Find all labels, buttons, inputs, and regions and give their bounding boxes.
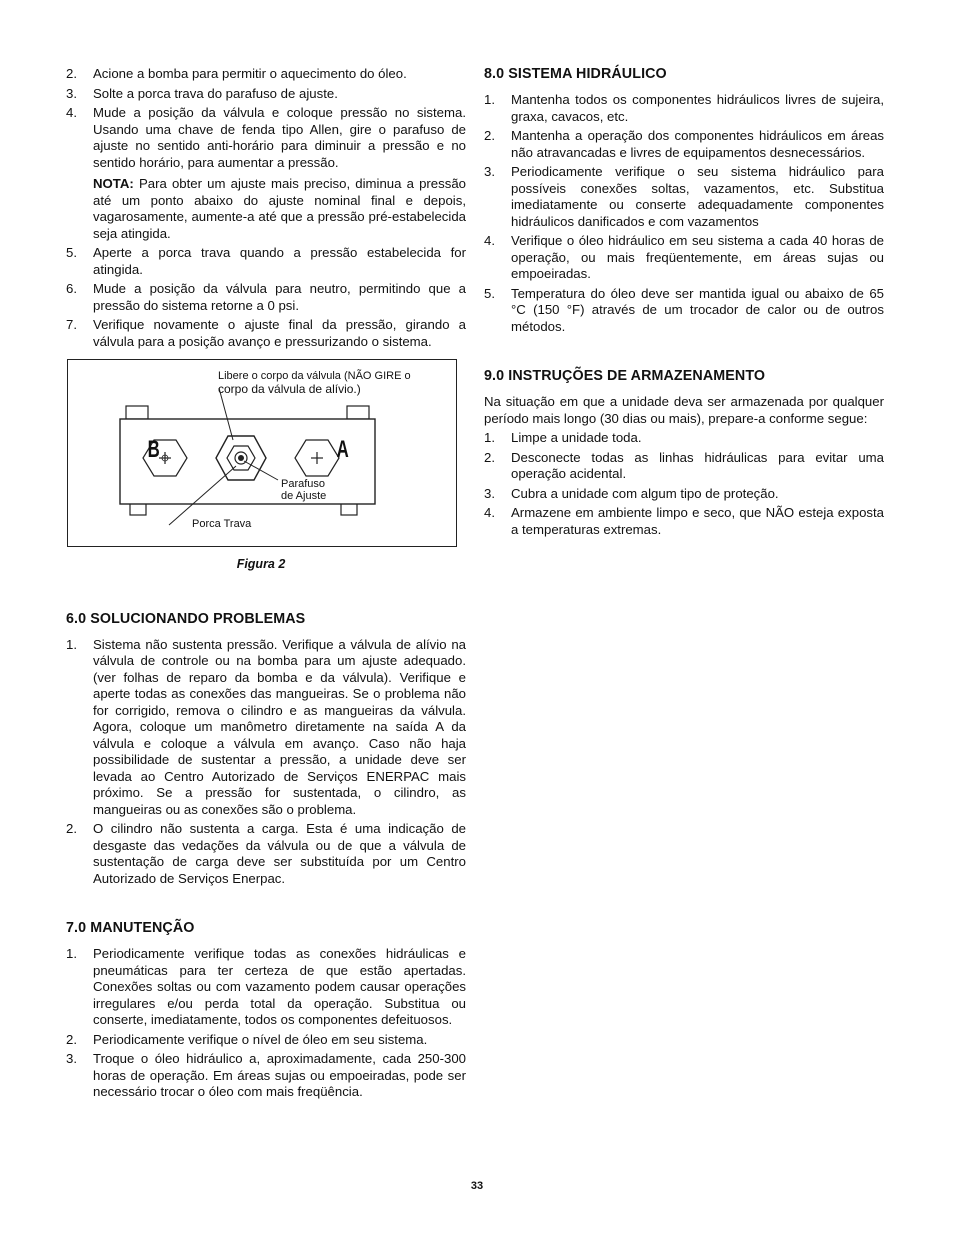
list-item: 2. Acione a bomba para permitir o aquecimento do óleo. <box>66 66 407 81</box>
list-item: 2. O cilindro não sustenta a carga. Esta é uma indicação de desgaste das vedações da válvula ou de que a válvula de sustentação de carga deve ser substituída por um Centro Autorizado de Serviços Enerpac. <box>66 821 466 886</box>
list-item: 4. Armazene em ambiente limpo e seco, que NÃO esteja exposta a temperaturas extremas. <box>484 505 884 537</box>
note-paragraph <box>66 176 466 242</box>
list-item: 3. Periodicamente verifique o seu sistema hidráulico para possíveis conexões soltas, vazamentos, etc. Substitua imediatamente ou conserte adequadamente componentes hidráulicos danificados e com vazamentos <box>484 164 884 229</box>
mount-tab-left-top <box>126 406 148 419</box>
list-item: 4. Verifique o óleo hidráulico em seu sistema a cada 40 horas de operação, ou mais freqüentemente, em áreas sujas ou empoeiradas. <box>484 233 884 281</box>
list-item: 6. Mude a posição da válvula para neutro, permitindo que a pressão do sistema retorne a 0 psi. <box>66 281 466 313</box>
label-locknut: Porca Trava <box>192 518 252 530</box>
list-item: 1. Limpe a unidade toda. <box>484 430 642 445</box>
hydraulic-system-list <box>484 92 884 335</box>
list-item: 2. Mantenha a operação dos componentes hidráulicos em áreas não atravancadas e livres de equipamentos desnecessários. <box>484 128 884 160</box>
list-item: 5. Aperte a porca trava quando a pressão estabelecida for atingida. <box>66 245 466 277</box>
figure-caption: Figura 2 <box>236 557 286 571</box>
section-7-title: 7.0 MANUTENÇÃO <box>66 920 195 936</box>
section-9-title: 9.0 INSTRUÇÕES DE ARMAZENAMENTO <box>484 368 766 384</box>
list-item: 3. Troque o óleo hidráulico a, aproximadamente, cada 250-300 horas de operação. Em áreas sujas ou empoeiradas, pode ser necessário trocar o óleo com mais freqüência. <box>66 1051 466 1099</box>
mount-tab-left-bottom <box>130 503 146 515</box>
left-column <box>66 66 466 1104</box>
list-item: 3. Solte a porca trava do parafuso de ajuste. <box>66 85 338 101</box>
port-a-label: A <box>336 436 349 463</box>
port-b-label: B <box>147 436 160 463</box>
list-item: 2. Periodicamente verifique o nível de óleo em seu sistema. <box>66 1031 428 1047</box>
label-relief: Libere o corpo da válvula (NÃO GIRE o corpo da válvula de alívio.) <box>218 370 411 396</box>
list-item: 1. Mantenha todos os componentes hidráulicos livres de sujeira, graxa, cavacos, etc. <box>484 92 884 124</box>
mount-tab-right-bottom <box>341 503 357 515</box>
valve-figure <box>67 359 457 547</box>
mount-tab-right-top <box>347 406 369 419</box>
maintenance-list <box>66 946 466 1101</box>
right-column <box>484 66 884 541</box>
section-6-title: 6.0 SOLUCIONANDO PROBLEMAS <box>66 610 306 627</box>
label-adjust-screw: Parafuso de Ajuste <box>281 478 327 502</box>
storage-intro: Na situação em que a unidade deva ser armazenada por qualquer período mais longo (30 dias ou mais), prepare-a conforme segue: <box>484 394 884 426</box>
storage-list <box>484 430 884 538</box>
list-item: 1. Periodicamente verifique todas as conexões hidráulicas e pneumáticas para ter certeza de que estão apertadas. Conexões soltas ou com vazamento podem causar operações irregulares e/ou perda total da operação. Substitua ou conserte, imediatamente, todos os componentes defeituosos. <box>66 946 466 1027</box>
page-number: 33 <box>470 1180 484 1192</box>
troubleshooting-list <box>66 637 466 888</box>
list-item: 3. Cubra a unidade com algum tipo de proteção. <box>484 485 779 501</box>
list-item: 7. Verifique novamente o ajuste final da pressão, girando a válvula para a posição avanço e pressurizando o sistema. <box>66 317 466 349</box>
section-8-title: 8.0 SISTEMA HIDRÁULICO <box>484 66 667 82</box>
note-label: NOTA: <box>93 176 134 191</box>
list-item: 2. Desconecte todas as linhas hidráulicas para evitar uma operação acidental. <box>484 449 884 481</box>
list-item: 4. Mude a posição da válvula e coloque pressão no sistema. Usando uma chave de fenda tipo Allen, gire o parafuso de ajuste no sentido anti-horário para diminuir a pressão e no sentido horário, para aumentar a pressão. <box>66 105 466 170</box>
adjustment-steps-list <box>66 66 466 171</box>
adjustment-steps-list-continued <box>66 245 466 350</box>
adjust-screw <box>238 455 244 461</box>
list-item: 1. Sistema não sustenta pressão. Verifique a válvula de alívio na válvula de controle ou na bomba para um ajuste adequado. (ver folhas de reparo da bomba e da válvula). Verifique e aperte todas as conexões das mangueiras. Se o problema não for corrigido, remova o cilindro e as mangueiras da válvula. Agora, coloque um manômetro diretamente na saída A da válvula e coloque a válvula em avanço. Caso não haja possibilidade de sustentar a pressão, a unidade deve ser levada ao Centro Autorizado de Serviços ENERPAC mais próximo. Se a pressão for sustentada, o cilindro, as mangueiras ou as conexões são o problema. <box>66 636 466 817</box>
note-text: Para obter um ajuste mais preciso, diminua a pressão até um ponto abaixo do ajuste nominal final e depois, vagarosamente, aumente-a até que a pressão pré-estabelecida seja atingida. <box>93 176 466 241</box>
list-item: 5. Temperatura do óleo deve ser mantida igual ou abaixo de 65 °C (150 °F) através de um trocador de calor ou de outros métodos. <box>484 285 884 334</box>
